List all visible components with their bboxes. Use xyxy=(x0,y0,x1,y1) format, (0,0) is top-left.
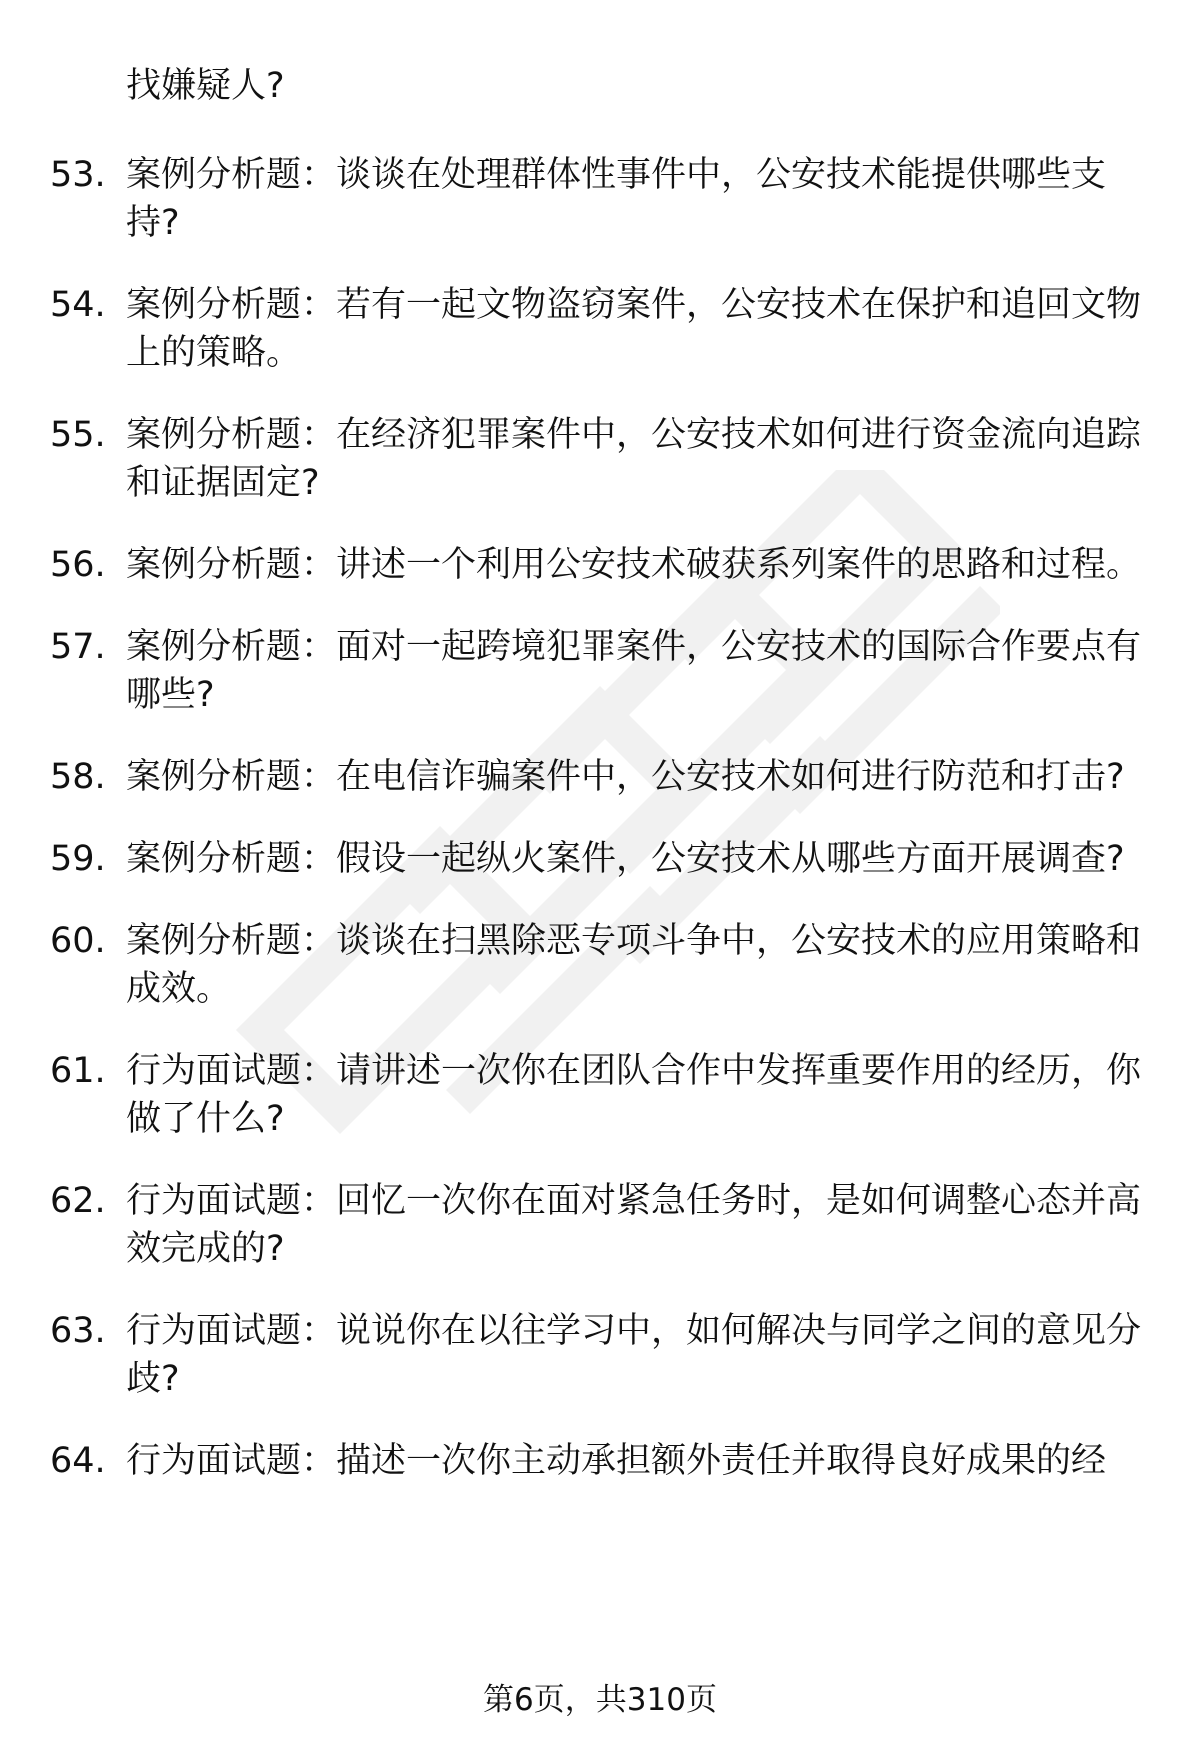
question-text: 案例分析题：讲述一个利用公安技术破获系列案件的思路和过程。 xyxy=(126,545,1142,585)
list-item xyxy=(50,281,1150,377)
question-text: 行为面试题：描述一次你主动承担额外责任并取得良好成果的经 xyxy=(126,1441,1107,1481)
list-item xyxy=(50,917,1150,1013)
list-item xyxy=(50,151,1150,247)
question-text: 案例分析题：谈谈在处理群体性事件中，公安技术能提供哪些支持? xyxy=(126,155,1107,243)
question-number: 61. xyxy=(50,1051,106,1091)
question-text: 案例分析题：在经济犯罪案件中，公安技术如何进行资金流向追踪和证据固定? xyxy=(126,415,1142,503)
question-number: 57. xyxy=(50,627,106,667)
question-text: 案例分析题：在电信诈骗案件中，公安技术如何进行防范和打击? xyxy=(126,757,1125,797)
list-item xyxy=(50,1437,1150,1485)
list-item xyxy=(50,623,1150,719)
document-body xyxy=(50,62,1150,1519)
question-text: 行为面试题：请讲述一次你在团队合作中发挥重要作用的经历，你做了什么? xyxy=(126,1051,1142,1139)
question-number: 58. xyxy=(50,757,106,797)
question-text: 案例分析题：面对一起跨境犯罪案件，公安技术的国际合作要点有哪些? xyxy=(126,627,1142,715)
list-item xyxy=(50,835,1150,883)
question-number: 63. xyxy=(50,1311,106,1351)
question-text: 案例分析题：谈谈在扫黑除恶专项斗争中，公安技术的应用策略和成效。 xyxy=(126,921,1142,1009)
question-text: 行为面试题：回忆一次你在面对紧急任务时，是如何调整心态并高效完成的? xyxy=(126,1181,1142,1269)
question-number: 59. xyxy=(50,839,106,879)
list-item xyxy=(50,541,1150,589)
page-number-label: 第6页，共310页 xyxy=(483,1682,717,1718)
page-footer xyxy=(0,1680,1200,1720)
question-number: 60. xyxy=(50,921,106,961)
list-item xyxy=(50,1047,1150,1143)
question-number: 64. xyxy=(50,1441,106,1481)
question-number: 55. xyxy=(50,415,106,455)
question-number: 62. xyxy=(50,1181,106,1221)
question-text: 案例分析题：假设一起纵火案件，公安技术从哪些方面开展调查? xyxy=(126,839,1125,879)
question-number: 54. xyxy=(50,285,106,325)
question-text: 行为面试题：说说你在以往学习中，如何解决与同学之间的意见分歧? xyxy=(126,1311,1142,1399)
continued-question-text: 找嫌疑人? xyxy=(126,66,285,106)
list-item xyxy=(50,753,1150,801)
question-text: 案例分析题：若有一起文物盗窃案件，公安技术在保护和追回文物上的策略。 xyxy=(126,285,1142,373)
list-item xyxy=(50,1177,1150,1273)
question-list xyxy=(50,151,1150,1485)
question-number: 56. xyxy=(50,545,106,585)
list-item xyxy=(50,1307,1150,1403)
list-item xyxy=(50,411,1150,507)
question-number: 53. xyxy=(50,155,106,195)
